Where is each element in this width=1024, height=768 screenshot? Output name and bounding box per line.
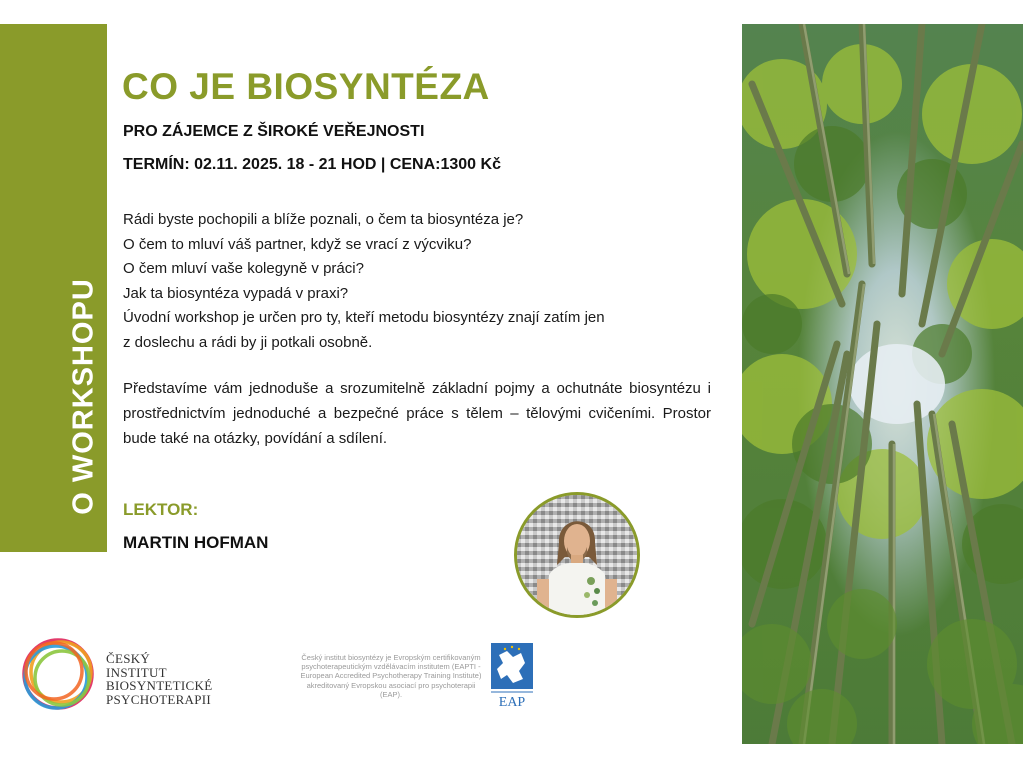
intro-line: z doslechu a rádi by ji potkali osobně.: [123, 333, 373, 351]
lektor-name: MARTIN HOFMAN: [123, 533, 269, 552]
eap-accreditation-note: Český institut biosyntézy je Evropským certifikovaným psychoterapeutickým vzdělávacím institutem (EAPTI - European Accredited Psychotherapy Training Institute) akreditovaný Evropskou asociací pro psychoterapii (EAP).: [300, 653, 482, 699]
intro-line: Úvodní workshop je určen pro ty, kteří metodu biosyntézy znají zatím jen: [123, 309, 605, 326]
logo-line: INSTITUT: [106, 664, 167, 680]
eap-label: EAP: [498, 695, 526, 710]
institute-logo-text: [106, 652, 212, 706]
intro-line: Jak ta biosyntéza vypadá v praxi?: [123, 284, 349, 302]
bamboo-image: [742, 24, 1023, 744]
lektor-label: LEKTOR:: [123, 500, 199, 519]
intro-paragraph: [123, 208, 713, 355]
logo-line: ČESKÝ: [106, 651, 151, 666]
subtitle: PRO ZÁJEMCE Z ŠIROKÉ VEŘEJNOSTI: [123, 123, 425, 140]
side-label: O WORKSHOPU: [67, 278, 100, 515]
intro-line: Rádi byste pochopili a blíže poznali, o čem ta biosyntéza je?: [123, 211, 524, 228]
bamboo-forest-photo: [742, 24, 1023, 744]
description-paragraph: Představíme vám jednoduše a srozumitelně základní pojmy a ochutnáte biosyntézu i prostřednictvím jednoduché a bezpečné práce s tělem – tělovými cvičeními. Prostor bude také na otázky, povídání a sdílení.: [123, 380, 711, 447]
logo-line: BIOSYNTETICKÉ: [106, 678, 213, 693]
portrait-image: [517, 495, 637, 615]
logo-line: PSYCHOTERAPII: [106, 691, 212, 707]
lektor-portrait: [514, 492, 640, 618]
term-and-price: TERMÍN: 02.11. 2025. 18 - 21 HOD | CENA:1300 Kč: [123, 156, 501, 173]
page-title: CO JE BIOSYNTÉZA: [122, 66, 490, 107]
intro-line: O čem to mluví váš partner, když se vrací z výcviku?: [123, 235, 472, 253]
eap-logo: [489, 641, 535, 711]
intro-line: O čem mluví vaše kolegyně v práci?: [123, 260, 364, 277]
